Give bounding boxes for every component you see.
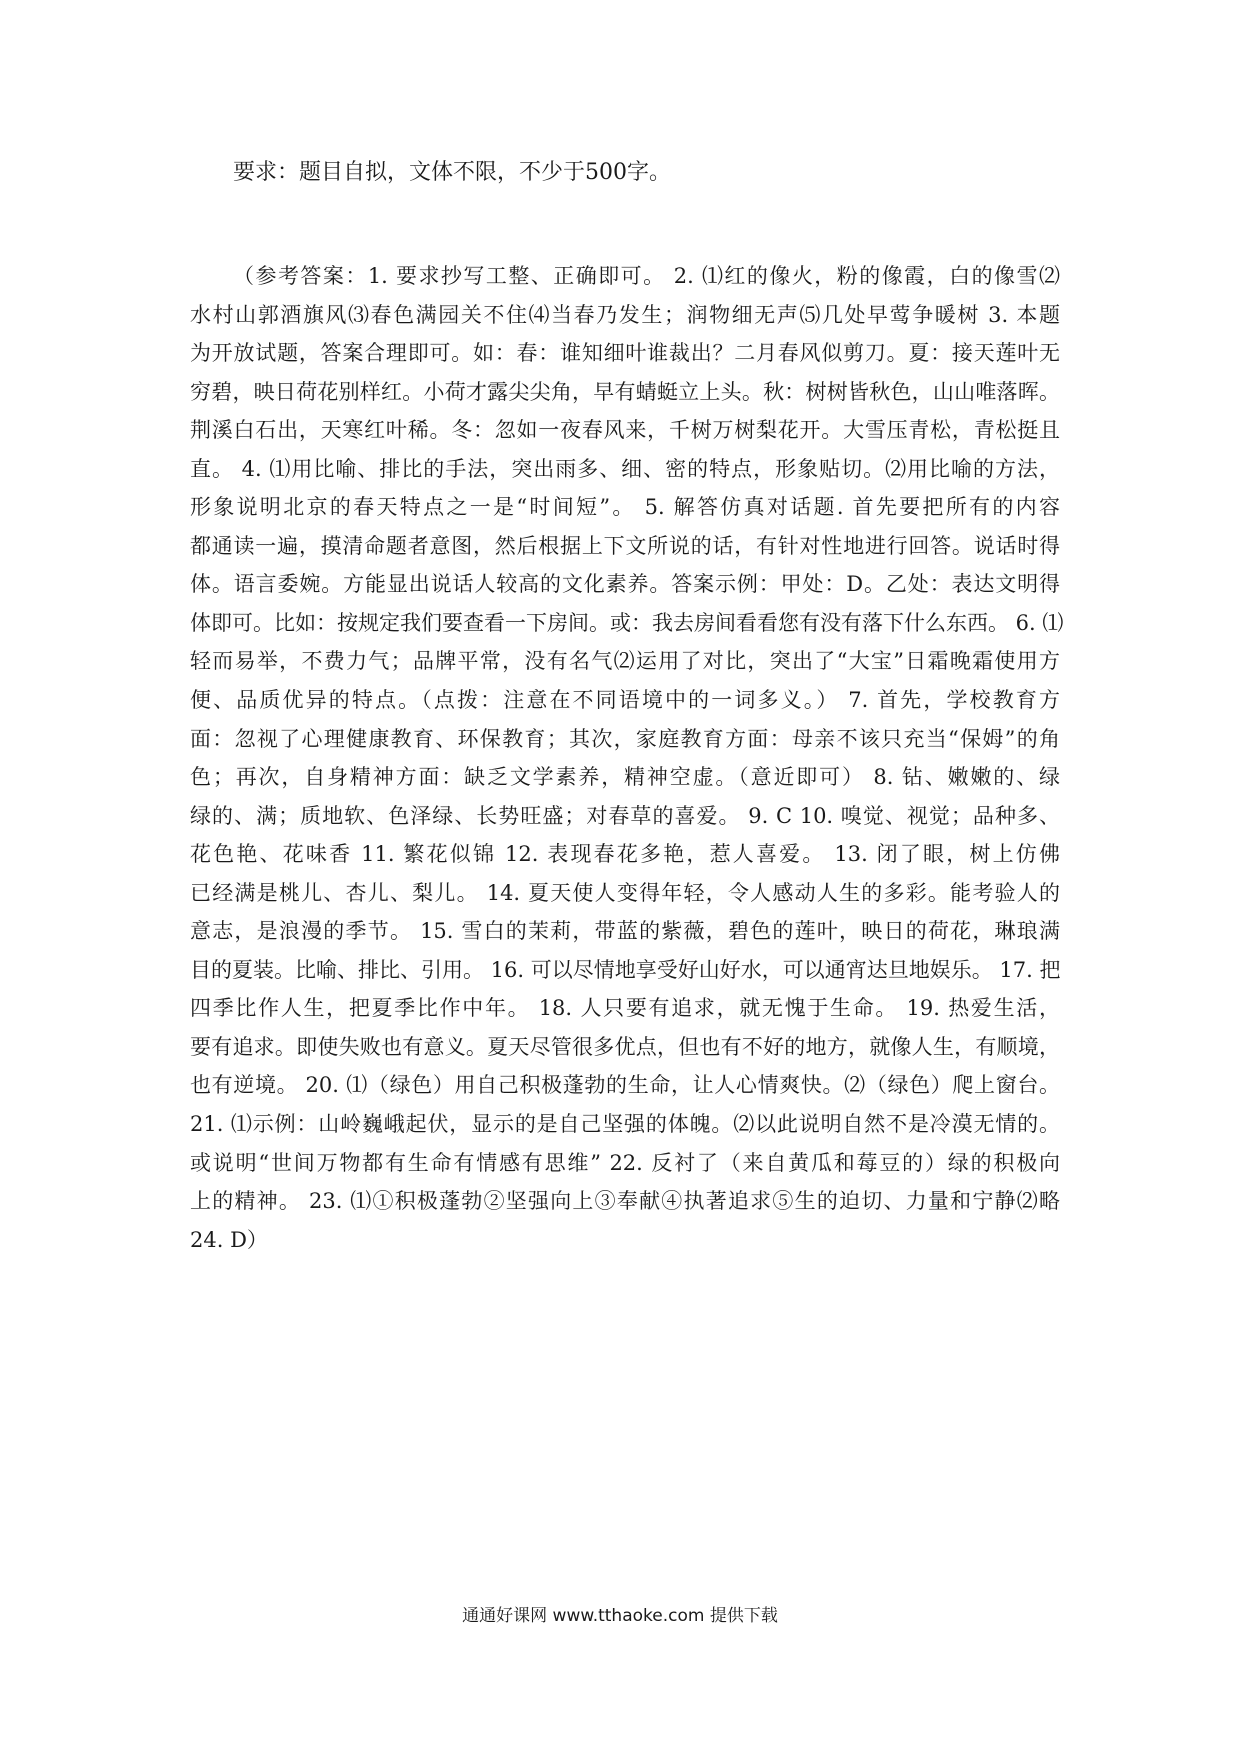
answer-line: 穷碧，映日荷花别样红。小荷才露尖尖角，早有蜻蜓立上头。秋：树树皆秋色，山山唯落晖。	[190, 379, 1060, 404]
answer-line: 意志，是浪漫的季节。 15. 雪白的茉莉，带蓝的紫薇，碧色的莲叶，映日的荷花，琳琅满	[190, 919, 1060, 944]
answer-line: 体即可。比如：按规定我们要查看一下房间。或：我去房间看看您有没有落下什么东西。 6. ⑴	[190, 610, 1064, 635]
answer-line: 形象说明北京的春天特点之一是“时间短”。 5. 解答仿真对话题. 首先要把所有的内容	[190, 495, 1060, 520]
answer-line: 为开放试题，答案合理即可。如：春：谁知细叶谁裁出？二月春风似剪刀。夏：接天莲叶无	[190, 341, 1060, 366]
answer-line: 四季比作人生，把夏季比作中年。 18. 人只要有追求，就无愧于生命。 19. 热爱生活，	[190, 996, 1060, 1021]
answer-line: 也有逆境。 20. ⑴（绿色）用自己积极蓬勃的生命，让人心情爽快。⑵（绿色）爬上窗台。	[190, 1073, 1060, 1098]
reference-answers	[190, 257, 1064, 1259]
answer-line: 体。语言委婉。方能显出说话人较高的文化素养。答案示例：甲处：D。乙处：表达文明得	[190, 572, 1060, 597]
answer-line: 荆溪白石出，天寒红叶稀。冬：忽如一夜春风来，千树万树梨花开。大雪压青松，青松挺且	[190, 418, 1060, 443]
footer-download-notice: 通通好课网 www.tthaoke.com 提供下载	[462, 1606, 778, 1626]
answer-line: 直。 4. ⑴用比喻、排比的手法，突出雨多、细、密的特点，形象贴切。⑵用比喻的方法，	[190, 456, 1060, 481]
answer-line: 24. D）	[190, 1227, 268, 1252]
answer-line: 色；再次，自身精神方面：缺乏文学素养，精神空虚。（意近即可） 8. 钻、嫩嫩的、绿	[190, 765, 1060, 790]
answer-line: 21. ⑴示例：山岭巍峨起伏，显示的是自己坚强的体魄。⑵以此说明自然不是冷漠无情的。	[190, 1112, 1060, 1137]
answer-line: 或说明“世间万物都有生命有情感有思维” 22. 反衬了（来自黄瓜和莓豆的）绿的积极向	[190, 1150, 1060, 1175]
answer-line: 花色艳、花味香 11. 繁花似锦 12. 表现春花多艳，惹人喜爱。 13. 闭了眼，树上仿佛	[190, 842, 1060, 867]
answer-line: 水村山郭酒旗风⑶春色满园关不住⑷当春乃发生；润物细无声⑸几处早莺争暖树 3. 本题	[190, 302, 1060, 327]
answer-line: 上的精神。 23. ⑴①积极蓬勃②坚强向上③奉献④执著追求⑤生的迫切、力量和宁静⑵略	[190, 1189, 1060, 1214]
requirement-text: 要求：题目自拟，文体不限，不少于500字。	[233, 160, 671, 185]
answer-line: 要有追求。即使失败也有意义。夏天尽管很多优点，但也有不好的地方，就像人生，有顺境，	[190, 1034, 1060, 1059]
answer-line: 便、品质优异的特点。（点拨：注意在不同语境中的一词多义。） 7. 首先，学校教育方	[190, 688, 1060, 713]
answer-line: 都通读一遍，摸清命题者意图，然后根据上下文所说的话，有针对性地进行回答。说话时得	[190, 533, 1060, 558]
answer-line: 轻而易举，不费力气；品牌平常，没有名气⑵运用了对比，突出了“大宝”日霜晚霜使用方	[190, 649, 1060, 674]
answer-line: 面：忽视了心理健康教育、环保教育；其次，家庭教育方面：母亲不该只充当“保姆”的角	[190, 726, 1060, 751]
answer-line: （参考答案：1. 要求抄写工整、正确即可。 2. ⑴红的像火，粉的像霞，白的像雪⑵	[233, 264, 1060, 288]
answer-line: 绿的、满；质地软、色泽绿、长势旺盛；对春草的喜爱。 9. C 10. 嗅觉、视觉；品种多、	[190, 803, 1060, 828]
answer-line: 已经满是桃儿、杏儿、梨儿。 14. 夏天使人变得年轻，令人感动人生的多彩。能考验人的	[190, 880, 1060, 905]
answer-line: 目的夏装。比喻、排比、引用。 16. 可以尽情地享受好山好水，可以通宵达旦地娱乐。 17. 把	[190, 957, 1061, 982]
